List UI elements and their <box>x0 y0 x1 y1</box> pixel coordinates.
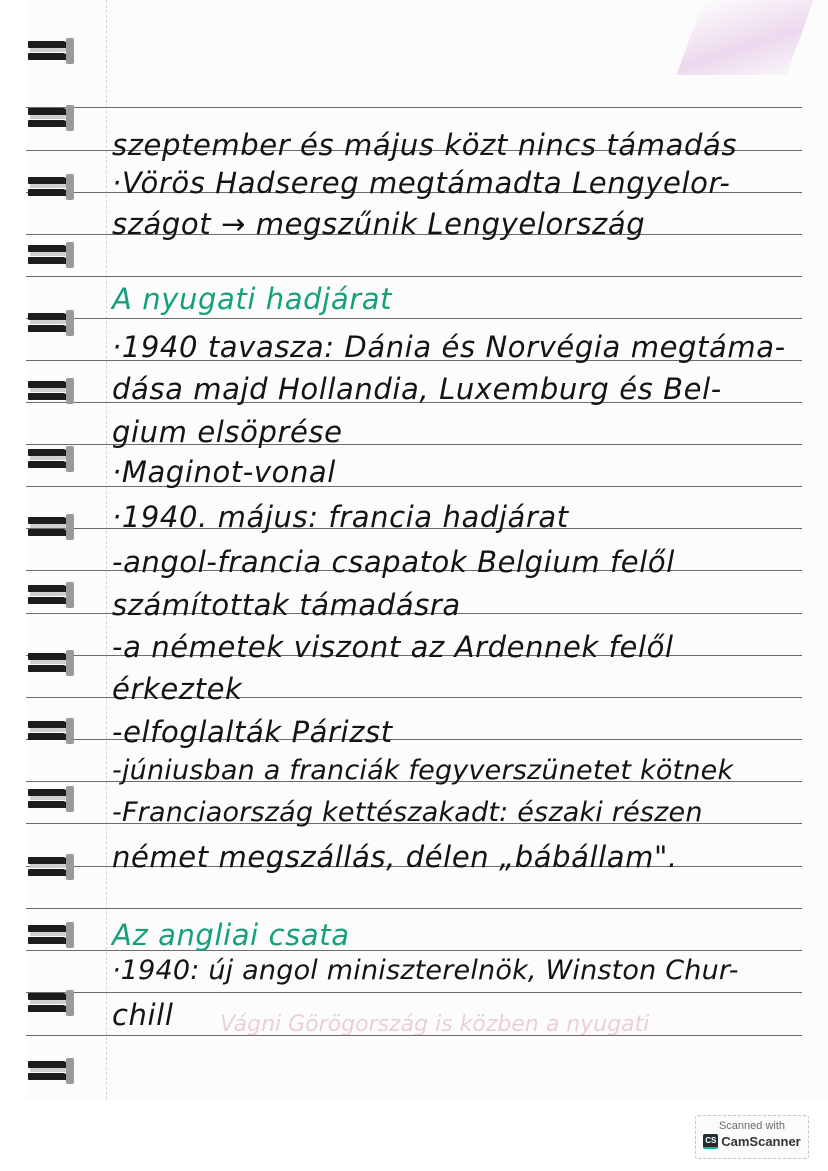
note-line: számítottak támadásra <box>112 588 461 622</box>
spiral-ring <box>28 784 74 814</box>
watermark-brand <box>696 1134 808 1149</box>
note-line: ·Maginot-vonal <box>112 455 336 489</box>
section-heading-western-campaign: A nyugati hadjárat <box>112 282 393 316</box>
spiral-ring <box>28 36 74 66</box>
camscanner-watermark <box>695 1115 809 1159</box>
spiral-ring <box>28 240 74 270</box>
spiral-ring <box>28 308 74 338</box>
note-line: -angol-francia csapatok Belgium felől <box>112 545 675 579</box>
watermark-caption: Scanned with <box>718 1120 786 1132</box>
spiral-ring <box>28 444 74 474</box>
spiral-ring <box>28 172 74 202</box>
spiral-ring <box>28 1056 74 1086</box>
ruled-line <box>26 318 802 319</box>
note-line: chill <box>112 998 174 1032</box>
note-line: ·1940: új angol miniszterelnök, Winston Chur- <box>112 955 739 986</box>
ruled-line <box>26 992 802 993</box>
note-line: -Franciaország kettészakadt: északi részen <box>112 797 703 828</box>
spiral-ring <box>28 580 74 610</box>
spiral-ring <box>28 103 74 133</box>
note-line: ·Vörös Hadsereg megtámadta Lengyelor- <box>112 166 731 200</box>
spiral-ring <box>28 648 74 678</box>
spiral-ring <box>28 852 74 882</box>
spiral-ring <box>28 920 74 950</box>
ruled-line <box>26 908 802 909</box>
camscanner-logo-icon: CS <box>703 1134 718 1149</box>
spiral-ring <box>28 376 74 406</box>
note-line: -elfoglalták Párizst <box>112 715 393 749</box>
note-line: -a németek viszont az Ardennek felől <box>112 630 674 664</box>
note-line: ·1940. május: francia hadjárat <box>112 500 569 534</box>
spiral-ring <box>28 988 74 1018</box>
spiral-ring <box>28 512 74 542</box>
margin-line <box>106 0 107 1100</box>
note-line: szágot → megszűnik Lengyelország <box>112 207 646 241</box>
watermark-brand-name: CamScanner <box>721 1134 801 1149</box>
ruled-line <box>26 276 802 277</box>
note-line: ·1940 tavasza: Dánia és Norvégia megtáma- <box>112 330 786 364</box>
note-line: német megszállás, délen „bábállam". <box>112 840 678 874</box>
note-line: szeptember és május közt nincs támadás <box>112 128 738 162</box>
ruled-line <box>26 107 802 108</box>
note-line: dása majd Hollandia, Luxemburg és Bel- <box>112 372 722 406</box>
note-line: -júniusban a franciák fegyverszünetet kötnek <box>112 755 734 786</box>
note-line: gium elsöprése <box>112 415 343 449</box>
spiral-ring <box>28 716 74 746</box>
section-heading-battle-of-britain: Az angliai csata <box>112 918 350 952</box>
bleed-through-text: Vágni Görögország is közben a nyugati <box>220 1012 650 1037</box>
note-line: érkeztek <box>112 672 243 706</box>
